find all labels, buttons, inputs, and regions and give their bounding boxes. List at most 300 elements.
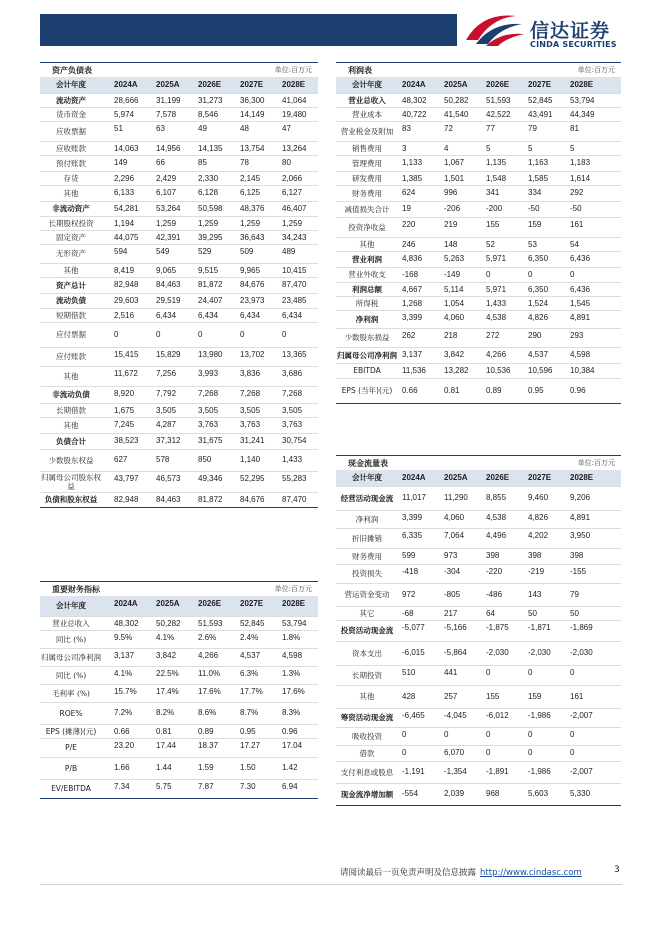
row-label: 营业外收支 <box>348 270 386 280</box>
cell-value: 441 <box>444 668 458 677</box>
cell-value: 4,537 <box>528 350 549 359</box>
row-label: 应付票据 <box>56 330 86 340</box>
cell-value: -1,986 <box>528 711 551 720</box>
cell-value: 5,974 <box>114 110 135 119</box>
column-header-year: 2027E <box>240 599 264 608</box>
cell-value: 0 <box>444 730 449 739</box>
cell-value: 1,163 <box>528 158 549 167</box>
cell-value: 50 <box>570 609 579 618</box>
cell-value: 4,496 <box>486 531 507 540</box>
row-label: 预付账款 <box>56 158 86 168</box>
cell-value: 79 <box>570 590 579 599</box>
cell-value: 5,114 <box>444 285 464 294</box>
cell-value: 6,125 <box>240 188 261 197</box>
cell-value: 44,349 <box>570 110 595 119</box>
cell-value: -304 <box>444 567 461 576</box>
table-row <box>40 294 318 309</box>
cell-value: 1,585 <box>528 174 549 183</box>
row-label: 负债和股东权益 <box>44 495 98 505</box>
cell-value: 398 <box>528 551 542 560</box>
cell-value: 292 <box>570 188 584 197</box>
cell-value: 23,973 <box>240 296 265 305</box>
balance-sheet-table <box>40 62 318 508</box>
cell-value: 44,075 <box>114 233 139 242</box>
cell-value: 220 <box>402 220 416 229</box>
cell-value: 0.81 <box>156 727 172 736</box>
cell-value: 2,296 <box>114 174 135 183</box>
cell-value: -6,465 <box>402 711 425 720</box>
cell-value: 5,263 <box>444 254 465 263</box>
row-label: 财务费用 <box>352 551 382 561</box>
cell-value: 0 <box>528 668 533 677</box>
row-label: 长期借款 <box>56 405 86 415</box>
cell-value: 0.96 <box>282 727 298 736</box>
cell-value: 3,763 <box>240 420 261 429</box>
cell-value: 489 <box>282 247 296 256</box>
table-row <box>40 264 318 278</box>
cell-value: 161 <box>570 692 584 701</box>
cell-value: 49 <box>198 124 207 133</box>
column-header-year: 2027E <box>528 473 552 482</box>
column-header-year: 2026E <box>198 80 222 89</box>
cell-value: 510 <box>402 668 416 677</box>
cell-value: 996 <box>444 188 458 197</box>
cell-value: 17.6% <box>198 687 221 696</box>
table-row <box>40 172 318 186</box>
cell-value: 1,268 <box>402 299 423 308</box>
table-row <box>40 156 318 172</box>
cell-value: 84,463 <box>156 280 181 289</box>
table-row <box>336 186 621 202</box>
column-header-year: 2028E <box>282 80 306 89</box>
table-row <box>336 252 621 268</box>
cell-value: -805 <box>444 590 461 599</box>
cell-value: -50 <box>528 204 540 213</box>
row-label: 长期股权投资 <box>48 218 94 228</box>
cell-value: 0.81 <box>444 386 460 395</box>
row-label: 销售费用 <box>352 143 382 153</box>
cell-value: 1,524 <box>528 299 549 308</box>
cell-value: 6,107 <box>156 188 177 197</box>
table-row <box>336 172 621 186</box>
cell-value: 13,264 <box>282 144 307 153</box>
header-label: 会计年度 <box>352 473 382 483</box>
cell-value: 54 <box>570 240 579 249</box>
logo-text-en: CINDA SECURITIES <box>530 40 617 49</box>
cell-value: 8.7% <box>240 708 259 717</box>
table-row <box>336 94 621 108</box>
cell-value: 398 <box>570 551 584 560</box>
cell-value: 14,956 <box>156 144 181 153</box>
cell-value: 10,415 <box>282 266 307 275</box>
table-row <box>336 511 621 529</box>
cell-value: 3,505 <box>240 406 261 415</box>
cell-value: 3,950 <box>570 531 591 540</box>
cell-value: 9,965 <box>240 266 261 275</box>
table-row <box>40 186 318 202</box>
cell-value: 3,763 <box>198 420 219 429</box>
cell-value: 5,603 <box>528 789 549 798</box>
cell-value: 549 <box>156 247 170 256</box>
cell-value: -5,864 <box>444 648 467 657</box>
cell-value: 80 <box>282 158 291 167</box>
cell-value: 3,686 <box>282 369 303 378</box>
table-row <box>40 472 318 493</box>
cell-value: 50,282 <box>444 96 469 105</box>
table-row <box>40 758 318 780</box>
cell-value: 1,183 <box>570 158 591 167</box>
table-row <box>40 703 318 725</box>
row-label: 归属母公司股东权益 <box>41 472 101 491</box>
column-header-year: 2024A <box>114 80 138 89</box>
table-row <box>336 348 621 364</box>
row-label: P/E <box>65 743 77 753</box>
cell-value: -554 <box>402 789 419 798</box>
cell-value: 5,971 <box>486 254 507 263</box>
cell-value: 5 <box>486 144 491 153</box>
table-row <box>40 649 318 667</box>
table-row <box>40 245 318 264</box>
cell-value: 15,415 <box>114 350 139 359</box>
column-header-year: 2026E <box>198 599 222 608</box>
table-row <box>336 297 621 311</box>
table-row <box>40 122 318 142</box>
cell-value: 46,573 <box>156 474 181 483</box>
cell-value: 2,039 <box>444 789 465 798</box>
cell-value: 0 <box>114 330 119 339</box>
row-label: 存货 <box>63 173 79 183</box>
cell-value: 257 <box>444 692 458 701</box>
cell-value: 578 <box>156 455 170 464</box>
footer-url-link[interactable]: http://www.cindasc.com <box>480 868 582 878</box>
table-row <box>336 642 621 666</box>
cell-value: 1,135 <box>486 158 507 167</box>
cell-value: 49,346 <box>198 474 223 483</box>
cell-value: 55,283 <box>282 474 307 483</box>
cell-value: 42,391 <box>156 233 181 242</box>
cell-value: 0 <box>486 270 491 279</box>
row-label: EBITDA <box>353 366 381 376</box>
cell-value: 9,515 <box>198 266 219 275</box>
cell-value: 8.6% <box>198 708 217 717</box>
cell-value: 31,241 <box>240 436 265 445</box>
income-statement-table <box>336 62 621 404</box>
cell-value: 41,540 <box>444 110 469 119</box>
row-label: 投资净收益 <box>348 222 386 232</box>
cell-value: 6.3% <box>240 669 259 678</box>
cell-value: -168 <box>402 270 419 279</box>
row-label: 长期投资 <box>352 670 382 680</box>
cell-value: 4.1% <box>156 633 175 642</box>
cell-value: -6,015 <box>402 648 425 657</box>
cell-value: -6,012 <box>486 711 509 720</box>
row-label: 其他 <box>63 265 79 275</box>
cell-value: 11,672 <box>114 369 138 378</box>
row-label: 流动资产 <box>56 95 86 105</box>
cell-value: 87,470 <box>282 495 307 504</box>
table-row <box>336 549 621 565</box>
cell-value: 54,281 <box>114 204 139 213</box>
cell-value: 246 <box>402 240 416 249</box>
cell-value: 7,268 <box>282 389 303 398</box>
cell-value: 9.5% <box>114 633 133 642</box>
cell-value: 52,845 <box>528 96 553 105</box>
cell-value: 9,206 <box>570 493 591 502</box>
table-title-bar <box>336 455 621 470</box>
cell-value: 46,407 <box>282 204 307 213</box>
cell-value: 0 <box>486 730 491 739</box>
table-unit: 单位:百万元 <box>274 66 312 74</box>
cell-value: 4,667 <box>402 285 423 294</box>
row-label: 经营活动现金流 <box>340 493 394 503</box>
table-title-bar <box>336 62 621 77</box>
cell-value: -4,045 <box>444 711 467 720</box>
cell-value: 24,407 <box>198 296 223 305</box>
footer-disclaimer <box>340 866 582 878</box>
cell-value: 1.44 <box>156 763 172 772</box>
cell-value: 7,792 <box>156 389 177 398</box>
cell-value: 10,384 <box>570 366 595 375</box>
row-label: EPS (当年)(元) <box>341 386 393 396</box>
cell-value: 7.34 <box>114 782 130 791</box>
table-row <box>40 142 318 156</box>
cell-value: 17.7% <box>240 687 263 696</box>
row-label: 非流动资产 <box>52 204 90 214</box>
cell-value: 53,794 <box>570 96 595 105</box>
cell-value: 1.66 <box>114 763 130 772</box>
row-label: 其他 <box>359 239 375 249</box>
cell-value: -220 <box>486 567 503 576</box>
cell-value: 1,067 <box>444 158 465 167</box>
cell-value: 159 <box>528 692 542 701</box>
row-label: 资本支出 <box>352 648 382 658</box>
cell-value: 6,128 <box>198 188 219 197</box>
table-row <box>336 584 621 607</box>
cell-value: 14,063 <box>114 144 139 153</box>
table-row <box>336 122 621 142</box>
cell-value: 9,065 <box>156 266 177 275</box>
cell-value: 63 <box>156 124 165 133</box>
row-label: 财务费用 <box>352 188 382 198</box>
cell-value: 4 <box>444 144 449 153</box>
cell-value: 4,538 <box>486 313 507 322</box>
table-header-row <box>336 77 621 94</box>
cell-value: 51,593 <box>198 619 223 628</box>
cell-value: 4,598 <box>570 350 591 359</box>
table-row <box>40 231 318 245</box>
cell-value: 13,702 <box>240 350 265 359</box>
cell-value: 0.89 <box>198 727 214 736</box>
cell-value: 36,643 <box>240 233 265 242</box>
cell-value: 6,350 <box>528 254 549 263</box>
cell-value: 64 <box>486 609 495 618</box>
table-row <box>336 621 621 642</box>
row-label: 资产总计 <box>56 280 86 290</box>
footer-divider <box>40 884 622 885</box>
cell-value: 15.7% <box>114 687 137 696</box>
cell-value: 159 <box>528 220 542 229</box>
cell-value: -418 <box>402 567 419 576</box>
cell-value: 0 <box>528 270 533 279</box>
column-header-year: 2026E <box>486 473 510 482</box>
cell-value: 3 <box>402 144 407 153</box>
cell-value: 84,676 <box>240 495 265 504</box>
cell-value: -1,191 <box>402 767 425 776</box>
column-header-year: 2028E <box>282 599 306 608</box>
cell-value: 6,436 <box>570 254 591 263</box>
cell-value: 2.6% <box>198 633 217 642</box>
row-label: EPS (摊薄)(元) <box>45 726 97 736</box>
cell-value: 11,290 <box>444 493 468 502</box>
cell-value: 0.96 <box>570 386 586 395</box>
row-label: 营业总收入 <box>348 95 386 105</box>
cell-value: 1,259 <box>198 219 219 228</box>
cell-value: 87,470 <box>282 280 307 289</box>
cell-value: 83 <box>402 124 411 133</box>
cell-value: 1,259 <box>240 219 261 228</box>
cell-value: 17.6% <box>282 687 305 696</box>
cell-value: 0 <box>156 330 161 339</box>
table-row <box>40 667 318 685</box>
row-label: 营业总收入 <box>52 618 90 628</box>
cell-value: 66 <box>156 158 165 167</box>
cell-value: 973 <box>444 551 458 560</box>
table-title: 资产负债表 <box>52 66 92 75</box>
row-label: 投资损失 <box>352 569 382 579</box>
cell-value: 143 <box>528 590 542 599</box>
cell-value: 5,971 <box>486 285 507 294</box>
cell-value: 4,836 <box>402 254 423 263</box>
cell-value: 52 <box>486 240 495 249</box>
footer-text: 请阅读最后一页免责声明及信息披露 <box>340 868 477 878</box>
table-row <box>40 309 318 323</box>
cell-value: 3,505 <box>282 406 303 415</box>
cell-value: 22.5% <box>156 669 179 678</box>
key-financial-ratios-table <box>40 581 318 799</box>
cell-value: 4,266 <box>198 651 219 660</box>
row-label: 其它 <box>359 608 375 618</box>
row-label: 营业利润 <box>352 254 382 264</box>
row-label: 流动负债 <box>56 296 86 306</box>
cell-value: 0 <box>570 668 575 677</box>
cell-value: 29,519 <box>156 296 181 305</box>
cell-value: 3,763 <box>282 420 303 429</box>
cell-value: 0 <box>570 748 575 757</box>
cell-value: 6,434 <box>282 311 303 320</box>
row-label: 管理费用 <box>352 158 382 168</box>
row-label: 减值损失合计 <box>344 204 390 214</box>
row-label: 归属母公司净利润 <box>41 652 101 662</box>
cell-value: 18.37 <box>198 741 219 750</box>
cell-value: 29,603 <box>114 296 139 305</box>
cell-value: 52,295 <box>240 474 265 483</box>
cell-value: 6,434 <box>156 311 177 320</box>
table-row <box>336 762 621 784</box>
cell-value: -2,007 <box>570 767 593 776</box>
cell-value: 529 <box>198 247 212 256</box>
row-label: EV/EBITDA <box>51 784 91 794</box>
cell-value: 4,537 <box>240 651 261 660</box>
cell-value: 0 <box>528 730 533 739</box>
cell-value: 48,376 <box>240 204 265 213</box>
table-row <box>336 268 621 283</box>
cell-value: 3,993 <box>198 369 219 378</box>
table-row <box>40 278 318 294</box>
row-label: 投资活动现金流 <box>340 626 394 636</box>
cell-value: -219 <box>528 567 545 576</box>
cell-value: 968 <box>486 789 500 798</box>
cell-value: 50,282 <box>156 619 181 628</box>
cell-value: 7,064 <box>444 531 465 540</box>
cell-value: 2,145 <box>240 174 261 183</box>
table-row <box>336 218 621 238</box>
cell-value: 13,980 <box>198 350 223 359</box>
table-row <box>336 529 621 549</box>
cell-value: 3,399 <box>402 313 423 322</box>
cell-value: 0 <box>240 330 245 339</box>
cell-value: -5,077 <box>402 623 425 632</box>
cell-value: 0.66 <box>402 386 418 395</box>
table-title: 现金流量表 <box>348 459 388 468</box>
cell-value: 5,330 <box>570 789 591 798</box>
cell-value: 78 <box>240 158 249 167</box>
cell-value: 11.0% <box>198 669 221 678</box>
row-label: 净利润 <box>355 514 379 524</box>
cell-value: 1.59 <box>198 763 214 772</box>
row-label: 负债合计 <box>56 436 86 446</box>
cell-value: 13,754 <box>240 144 265 153</box>
cell-value: 6.94 <box>282 782 298 791</box>
table-title-bar <box>40 62 318 77</box>
cell-value: 23,485 <box>282 296 307 305</box>
table-row <box>336 311 621 329</box>
cell-value: 1,501 <box>444 174 465 183</box>
table-row <box>336 784 621 806</box>
cell-value: 1,548 <box>486 174 507 183</box>
cell-value: 3,842 <box>444 350 465 359</box>
column-header-year: 2025A <box>156 599 180 608</box>
cell-value: -200 <box>486 204 503 213</box>
cell-value: 2,066 <box>282 174 303 183</box>
cell-value: 51,593 <box>486 96 511 105</box>
cell-value: 509 <box>240 247 254 256</box>
table-row <box>40 739 318 758</box>
header-label: 会计年度 <box>352 80 382 90</box>
cell-value: 272 <box>486 331 500 340</box>
cell-value: 4,891 <box>570 313 591 322</box>
row-label: 固定资产 <box>56 232 86 242</box>
row-label: 吸收投资 <box>352 731 382 741</box>
row-label: 其他 <box>63 188 79 198</box>
cell-value: -1,354 <box>444 767 467 776</box>
cell-value: 334 <box>528 188 542 197</box>
cell-value: 6,434 <box>240 311 261 320</box>
cell-value: 3,836 <box>240 369 261 378</box>
cell-value: -2,030 <box>570 648 593 657</box>
cell-value: 972 <box>402 590 416 599</box>
cell-value: 5 <box>570 144 575 153</box>
column-header-year: 2027E <box>528 80 552 89</box>
cell-value: 36,300 <box>240 96 265 105</box>
cell-value: 2,330 <box>198 174 219 183</box>
cell-value: 4,060 <box>444 513 465 522</box>
cell-value: 10,596 <box>528 366 553 375</box>
cell-value: 43,491 <box>528 110 553 119</box>
cell-value: 84,463 <box>156 495 181 504</box>
cell-value: 31,273 <box>198 96 223 105</box>
table-row <box>40 367 318 387</box>
cell-value: 17.44 <box>156 741 177 750</box>
